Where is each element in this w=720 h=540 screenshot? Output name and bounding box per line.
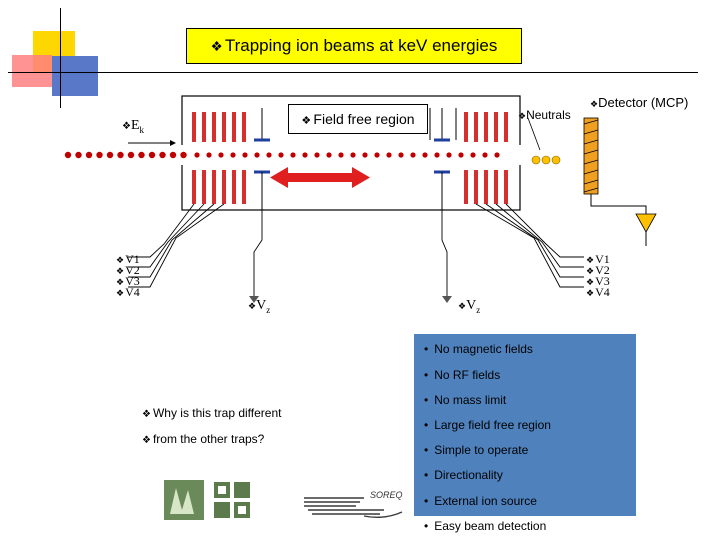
electrode-bottom — [212, 170, 216, 204]
ion-dot — [458, 152, 463, 157]
detector-label: ❖Detector (MCP) — [590, 95, 689, 110]
voltage-right-v4: ❖ V4 — [586, 287, 610, 298]
electrode-bottom — [202, 170, 206, 204]
ion-dot — [128, 152, 134, 158]
wire-right — [506, 204, 584, 257]
ion-dot — [254, 152, 259, 157]
ion-dot — [266, 152, 271, 157]
ion-dot — [290, 152, 295, 157]
ion-dot — [278, 152, 283, 157]
ek-label: $❖E_k$ — [122, 118, 145, 135]
voltage-right-v1: ❖ V1 — [586, 254, 610, 265]
electrode-bottom — [494, 170, 498, 204]
ion-dot — [96, 152, 102, 158]
feature-item: • No magnetic fields — [424, 342, 533, 356]
title-text: ❖ Trapping ion beams at keV energies — [211, 36, 498, 56]
feature-item: • External ion source — [424, 494, 537, 508]
ion-dot — [398, 152, 403, 157]
voltage-left-v3: ❖ V3 — [116, 276, 140, 287]
ion-dot — [326, 152, 331, 157]
electrode-top — [212, 112, 216, 142]
feature-item: • Large field free region — [424, 418, 551, 432]
electrode-bottom — [222, 170, 226, 204]
ion-dot — [138, 152, 144, 158]
electrode-top — [232, 112, 236, 142]
electrode-top — [494, 112, 498, 142]
electrode-bottom — [504, 170, 508, 204]
vz-label-left: $❖V_z$ — [248, 298, 271, 315]
ek-arrowhead — [170, 140, 176, 146]
voltage-right-v2: ❖ V2 — [586, 265, 610, 276]
ion-dot — [194, 152, 199, 157]
feature-item: • No mass limit — [424, 393, 506, 407]
neutrals-text: Neutrals — [526, 108, 571, 122]
trapped-ion-beam — [194, 152, 499, 157]
voltage-left-v1: ❖ V1 — [116, 254, 140, 265]
neutral-dot — [532, 156, 540, 164]
wire-vz-left — [254, 210, 262, 278]
electrode-bottom — [232, 170, 236, 204]
voltage-right-v3: ❖ V3 — [586, 276, 610, 287]
detector-wire — [591, 194, 646, 214]
amplifier-triangle — [636, 214, 656, 232]
ek-subscript: k — [139, 124, 145, 135]
field-free-box — [288, 104, 428, 134]
ground-symbol-right — [442, 278, 452, 303]
voltage-left-v4: ❖ V4 — [116, 287, 140, 298]
electrode-bottom — [464, 170, 468, 204]
wire-vz-right — [442, 210, 447, 278]
ion-dot — [362, 152, 367, 157]
ion-dot — [470, 152, 475, 157]
question-line-2: ❖ from the other traps? — [142, 432, 264, 446]
soreq-logo-text: SOREQ — [370, 490, 403, 500]
electrode-top — [192, 112, 196, 142]
neutral-dot — [542, 156, 550, 164]
detector-text: Detector (MCP) — [598, 95, 689, 110]
vz-left-symbol: V — [256, 298, 267, 313]
ion-dot — [159, 152, 165, 158]
voltage-wiring — [128, 204, 584, 287]
soreq-logo — [304, 486, 410, 520]
voltage-left-v2: ❖ V2 — [116, 265, 140, 276]
electrode-top — [504, 112, 508, 142]
ion-dot — [494, 152, 499, 157]
ion-dot — [75, 152, 81, 158]
ion-dot — [434, 152, 439, 157]
vz-right-symbol: V — [466, 298, 477, 313]
electrode-top — [464, 112, 468, 142]
ion-dot — [302, 152, 307, 157]
question-line-1: ❖ Why is this trap different — [142, 406, 281, 420]
field-free-label: ❖ Field free region — [301, 111, 414, 127]
ion-dot — [206, 152, 211, 157]
ion-dot — [180, 152, 186, 158]
ion-dot — [410, 152, 415, 157]
ion-dot — [149, 152, 155, 158]
wire-right — [476, 204, 584, 287]
wire-left — [128, 204, 224, 287]
ion-dot — [374, 152, 379, 157]
vz-right-subscript: z — [476, 304, 481, 315]
wire-left — [128, 204, 194, 257]
ion-dot — [338, 152, 343, 157]
ion-dot — [482, 152, 487, 157]
neutrals-label: ❖Neutrals — [518, 108, 571, 122]
ion-dot — [107, 152, 113, 158]
neutrals-pointer — [528, 118, 540, 150]
ion-dot — [422, 152, 427, 157]
ion-dot — [314, 152, 319, 157]
wire-left — [128, 204, 214, 277]
voltage-list-left — [116, 254, 140, 298]
incoming-ion-beam — [65, 152, 187, 158]
ion-dot — [446, 152, 451, 157]
ion-dot — [218, 152, 223, 157]
electrode-top — [242, 112, 246, 142]
wire-right — [496, 204, 584, 267]
ion-dot — [350, 152, 355, 157]
detector-plate — [584, 118, 598, 194]
electrode-top — [484, 112, 488, 142]
electrode-bottom — [192, 170, 196, 204]
voltage-list-right — [586, 254, 610, 298]
electrode-bottom — [474, 170, 478, 204]
feature-item: • Easy beam detection — [424, 519, 546, 533]
electrode-bottom — [242, 170, 246, 204]
vz-label-right: $❖V_z$ — [458, 298, 481, 315]
ion-dot — [242, 152, 247, 157]
electrode-top — [222, 112, 226, 142]
ion-dot — [117, 152, 123, 158]
ion-dot — [386, 152, 391, 157]
ion-dot — [86, 152, 92, 158]
ek-symbol: E — [130, 118, 140, 133]
electrode-bottom — [484, 170, 488, 204]
feature-item: • No RF fields — [424, 368, 500, 382]
oscillation-arrow — [270, 167, 370, 188]
vz-left-subscript: z — [266, 304, 271, 315]
ion-dot — [65, 152, 71, 158]
feature-item: • Directionality — [424, 468, 503, 482]
ion-dot — [170, 152, 176, 158]
electrode-top — [474, 112, 478, 142]
electrode-top — [202, 112, 206, 142]
ion-dot — [230, 152, 235, 157]
weizmann-logo — [164, 480, 274, 524]
feature-item: • Simple to operate — [424, 443, 528, 457]
neutral-dot — [552, 156, 560, 164]
